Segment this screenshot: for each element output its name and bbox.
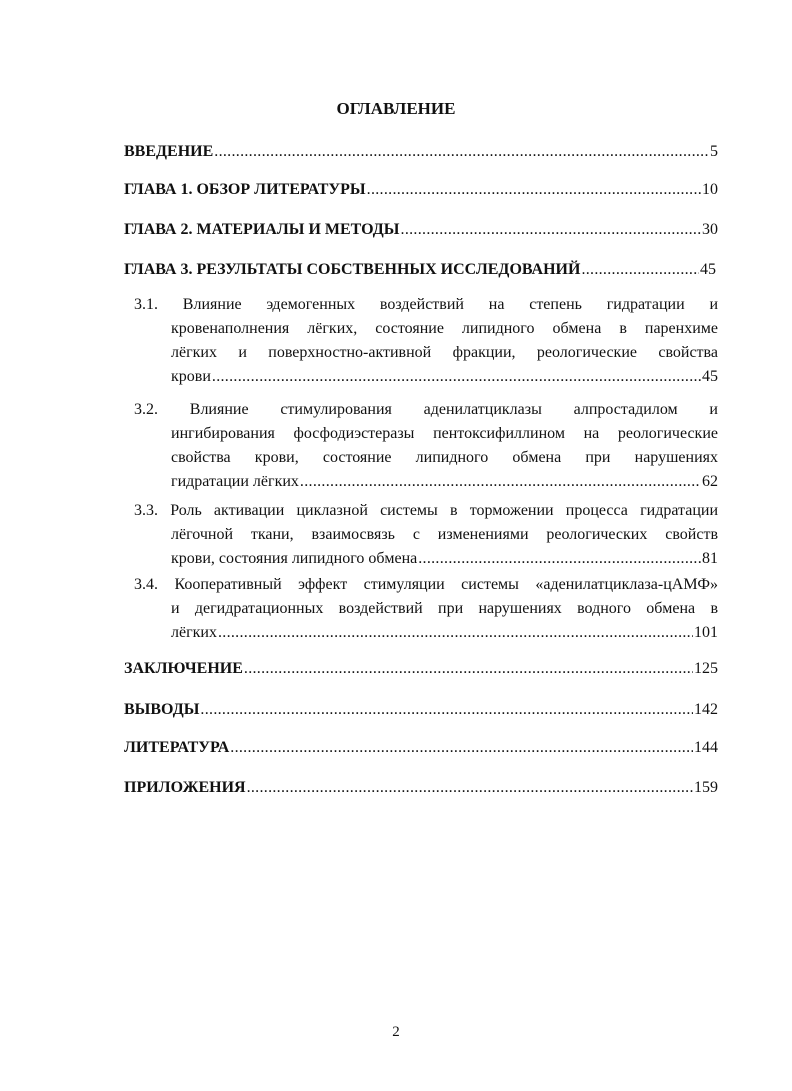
subsection-line: Кооперативный эффект стимуляции системы «аденилатциклаза-цАМФ» [174,576,719,593]
subsection-number: 3.1. [134,296,158,313]
subsection-number: 3.3. [134,502,158,519]
dot-leader [300,470,701,494]
subsection-line: и дегидратационных воздействий при нарушениях водного обмена в [171,600,718,617]
dot-leader [200,698,693,722]
dot-leader [581,258,699,282]
toc-entry-chapter-2[interactable] [124,218,718,242]
subsection-line: крови [171,368,211,385]
toc-entry-appendices[interactable] [124,776,718,800]
dot-leader [230,736,693,760]
subsection-line: Роль активации циклазной системы в торможении процесса гидратации [170,502,719,519]
toc-entry-chapter-3[interactable] [124,258,716,282]
subsection-line: лёгких [171,624,217,641]
entry-label: ВВЕДЕНИЕ [124,143,214,160]
subsection-line: лёгочной ткани, взаимосвязь с изменениями реологических свойств [171,526,718,543]
entry-page: 45 [700,261,716,278]
page-number: 2 [392,1024,400,1040]
entry-label: ГЛАВА 1. ОБЗОР ЛИТЕРАТУРЫ [124,181,366,198]
entry-page: 159 [694,779,718,796]
entry-label: ЗАКЛЮЧЕНИЕ [124,660,243,677]
dot-leader [401,218,701,242]
entry-page: 10 [702,181,718,198]
toc-entry-chapter-1[interactable] [124,178,718,202]
dot-leader [367,178,701,202]
subsection-line: ингибирования фосфодиэстеразы пентоксифиллином на реологические [171,425,718,442]
subsection-line: гидратации лёгких [171,473,299,490]
toc-entry-introduction[interactable] [124,140,718,164]
toc-entry-literature[interactable] [124,736,718,760]
entry-label: ГЛАВА 2. МАТЕРИАЛЫ И МЕТОДЫ [124,221,400,238]
dot-leader [418,547,701,571]
entry-page: 101 [694,624,718,641]
entry-page: 45 [702,368,718,385]
entry-page: 81 [702,550,718,567]
dot-leader [244,657,693,681]
subsection-line: Влияние стимулирования аденилатциклазы алпростадилом и [189,401,718,418]
entry-label: ВЫВОДЫ [124,701,200,718]
toc-entry-conclusion[interactable] [124,657,718,681]
entry-page: 5 [710,143,718,160]
entry-page: 142 [694,701,718,718]
subsection-number: 3.4. [134,576,158,593]
entry-label: ГЛАВА 3. РЕЗУЛЬТАТЫ СОБСТВЕННЫХ ИССЛЕДОВАНИЙ [124,261,581,278]
subsection-line: кровенаполнения лёгких, состояние липидного обмена в паренхиме [171,320,718,337]
entry-page: 30 [702,221,718,238]
entry-page: 144 [694,739,718,756]
entry-label: ПРИЛОЖЕНИЯ [124,779,246,796]
toc-title: ОГЛАВЛЕНИЕ [336,99,456,118]
dot-leader [247,776,693,800]
toc-subsection-3-3[interactable] [134,499,718,571]
dot-leader [218,621,693,645]
subsection-number: 3.2. [134,401,158,418]
entry-page: 125 [694,660,718,677]
subsection-line: лёгких и поверхностно-активной фракции, реологические свойства [171,344,718,361]
subsection-line: крови, состояния липидного обмена [171,550,418,567]
entry-label: ЛИТЕРАТУРА [124,739,230,756]
entry-page: 62 [702,473,718,490]
toc-subsection-3-1[interactable] [134,293,718,389]
toc-subsection-3-4[interactable] [134,573,718,645]
dot-leader [214,140,709,164]
subsection-line: Влияние эдемогенных воздействий на степень гидратации и [182,296,719,313]
toc-entry-findings[interactable] [124,698,718,722]
subsection-line: свойства крови, состояние липидного обмена при нарушениях [171,449,718,466]
toc-subsection-3-2[interactable] [134,398,718,494]
dot-leader [212,365,701,389]
